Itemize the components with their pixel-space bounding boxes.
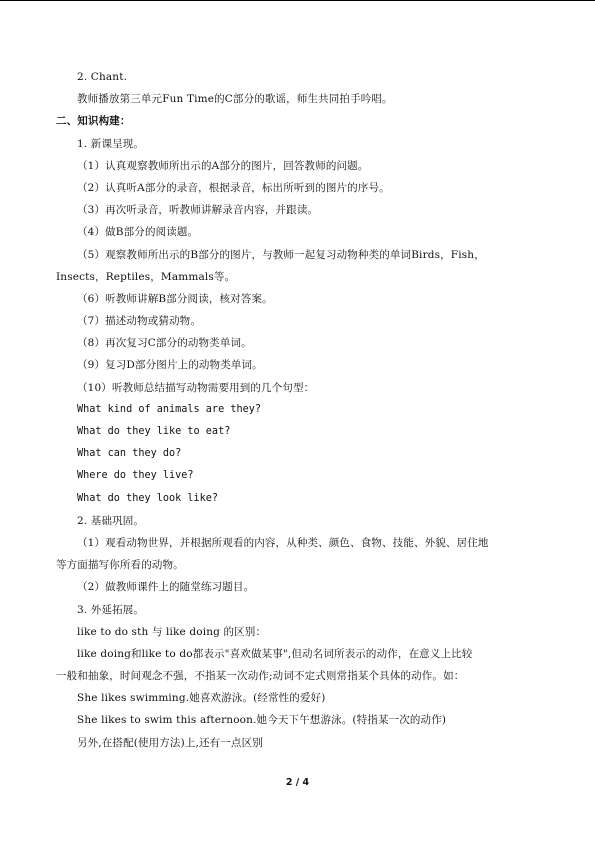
text-line: 等方面描写你所看的动物。 [56,559,184,572]
sentence-pattern: What do they look like? [77,492,219,504]
text-line: Insects，Reptiles，Mammals等。 [56,270,236,283]
text-line: （3）再次听录音，听教师讲解录音内容，并跟读。 [77,204,319,217]
text-line: （8）再次复习C部分的动物类单词。 [77,337,252,350]
text-line: （10）听教师总结描写动物需要用到的几个句型： [77,381,315,394]
sentence-pattern: Where do they live? [77,470,194,482]
sentence-pattern: What kind of animals are they? [77,403,262,415]
example-sentence: She likes to swim this afternoon.她今天下午想游泳。(特指某一次的动作) [77,714,447,727]
text-line: 另外,在搭配(使用方法)上,还有一点区别 [77,736,263,749]
text-line: （5）观察教师所出示的B部分的图片，与教师一起复习动物种类的单词Birds，Fish， [77,248,485,261]
section-heading: 二、知识构建： [56,115,131,128]
subsection-heading: 2. 基础巩固。 [77,514,145,527]
text-line: 2. Chant. [77,71,128,83]
subsection-heading: 1. 新课呈现。 [77,137,145,150]
text-line: （6）听教师讲解B部分阅读，核对答案。 [77,292,273,305]
text-line: like to do sth 与 like doing 的区别： [77,625,267,638]
example-sentence: She likes swimming.她喜欢游泳。(经常性的爱好) [77,692,326,705]
text-line: 一般和抽象，时间观念不强，不指某一次动作;动词不定式则常指某个具体的动作。如： [56,670,465,683]
text-line: （4）做B部分的阅读题。 [77,226,199,239]
text-line: （9）复习D部分图片上的动物类单词。 [77,359,263,372]
page-number: 2 / 4 [285,777,310,788]
text-line: （2）认真听A部分的录音，根据录音，标出所听到的图片的序号。 [77,181,390,194]
text-line: like doing和like to do都表示"喜欢做某事",但动名词所表示的动作，在意义上比较 [77,647,473,660]
text-line: （2）做教师课件上的随堂练习题目。 [77,581,255,594]
top-rule [0,0,595,1]
subsection-heading: 3. 外延拓展。 [77,603,145,616]
text-line: 教师播放第三单元Fun Time的C部分的歌谣，师生共同拍手吟唱。 [77,93,393,106]
sentence-pattern: What do they like to eat? [77,426,231,437]
sentence-pattern: What can they do? [77,448,182,460]
text-line: （1）认真观察教师所出示的A部分的图片，回答教师的问题。 [77,159,369,172]
text-line: （1）观看动物世界，并根据所观看的内容，从种类、颜色、食物、技能、外貌、居住地 [77,536,489,549]
text-line: （7）描述动物或猜动物。 [77,315,201,328]
document-body [56,66,540,754]
